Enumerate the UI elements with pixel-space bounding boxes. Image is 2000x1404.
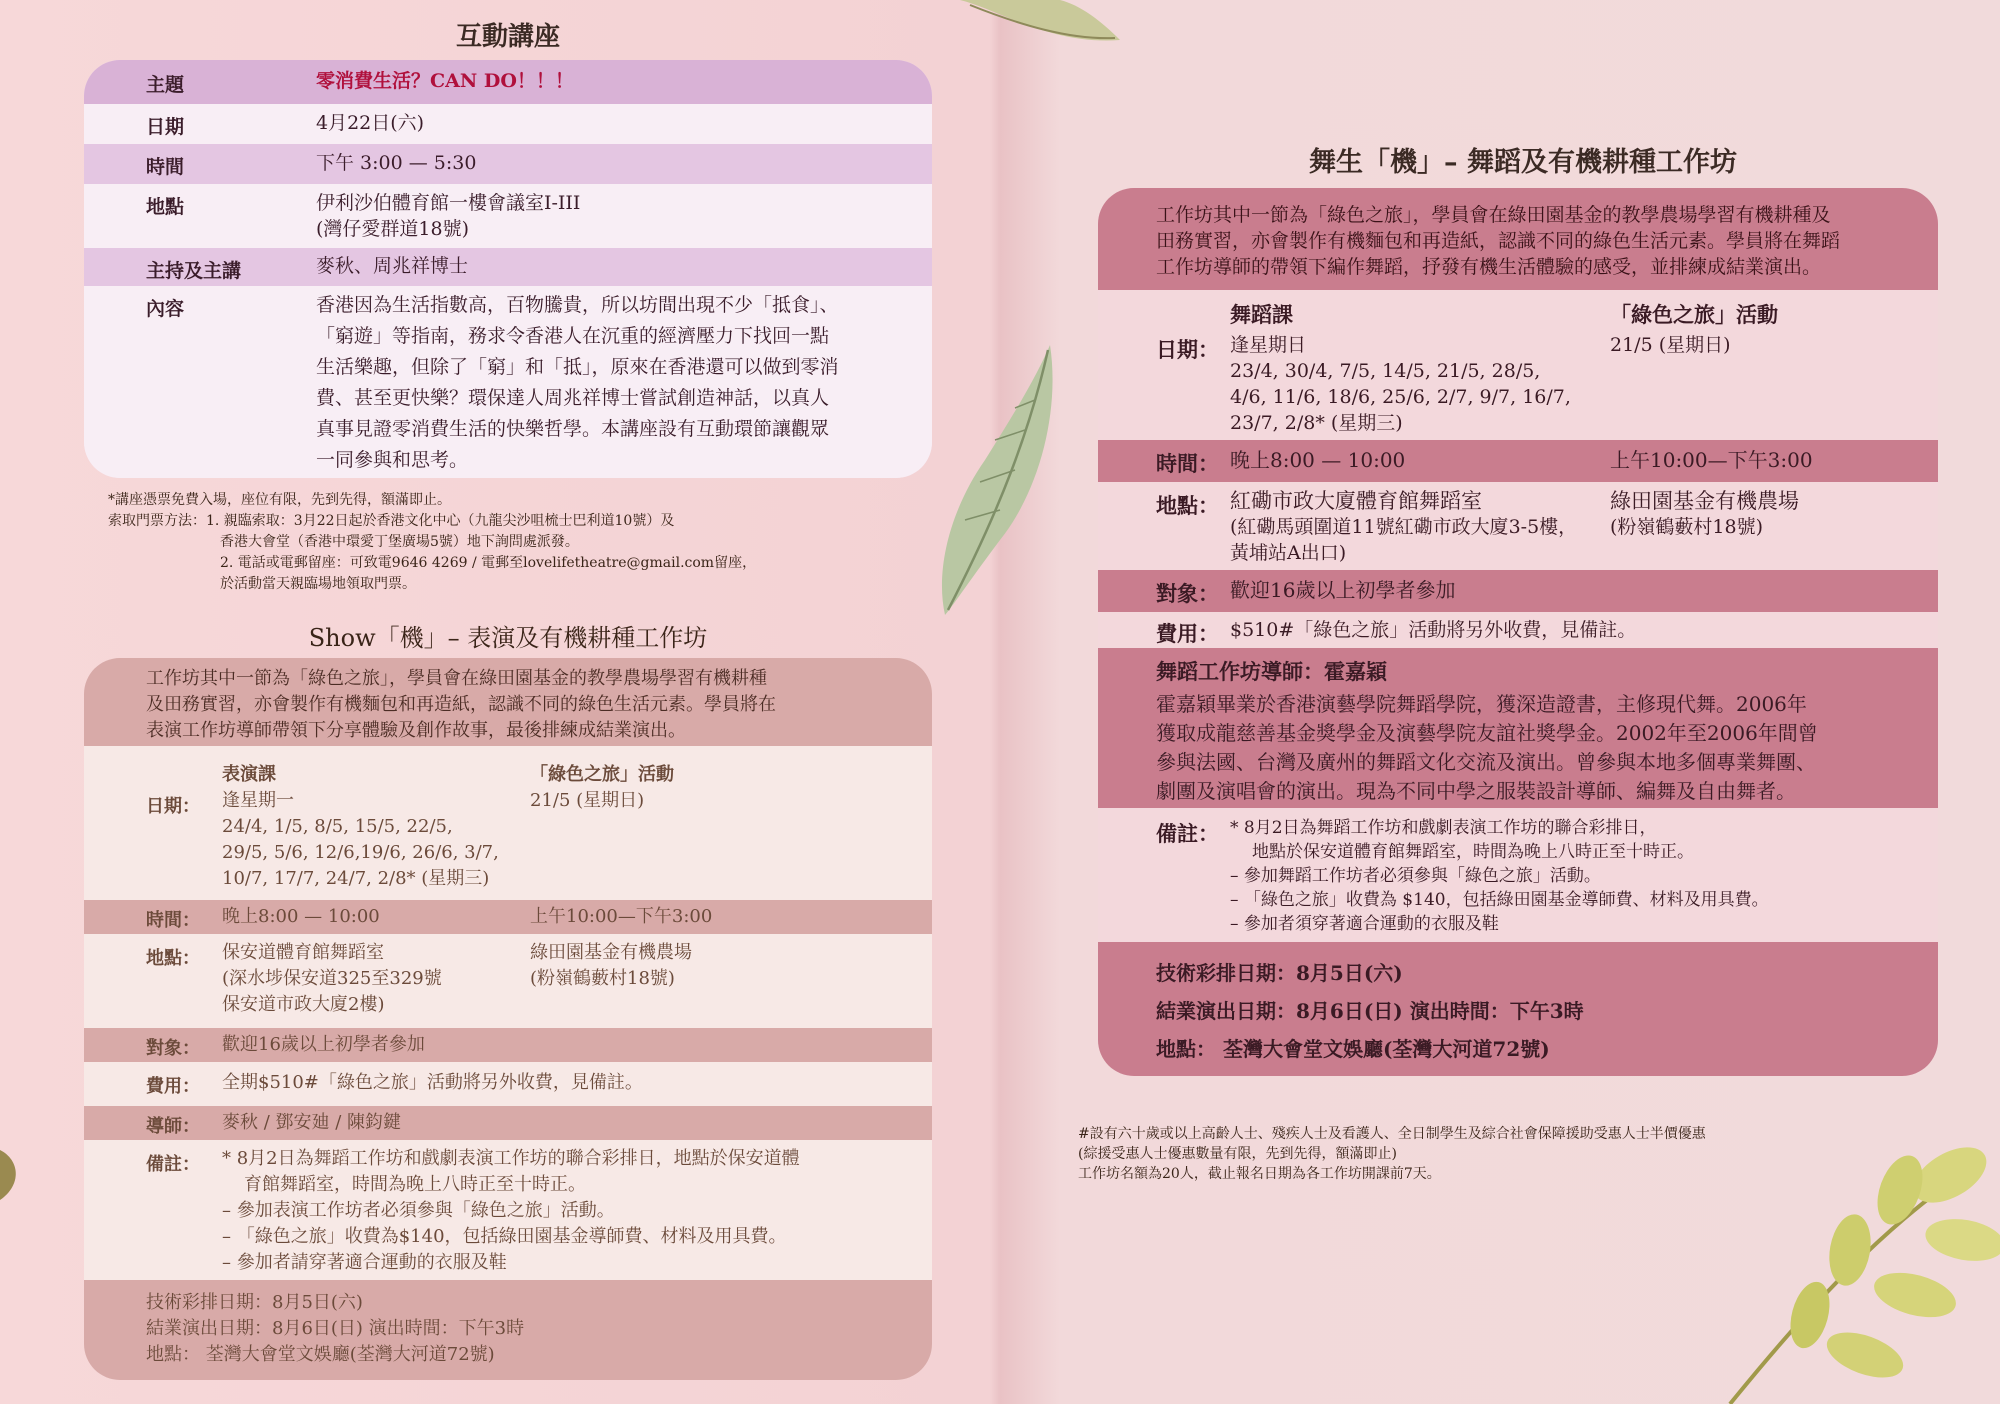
lecture-row-host — [84, 248, 932, 286]
leaf-top-icon — [960, 0, 1130, 70]
ticket-method-4: 於活動當天親臨場地領取門票。 — [220, 576, 416, 592]
lecture-row-content — [84, 286, 932, 478]
dance-target-label: 對象： — [1156, 581, 1219, 606]
show-venue-farm: 綠田園基金有機農場 — [530, 942, 692, 963]
show-fee: 全期$510#「綠色之旅」活動將另外收費，見備註。 — [222, 1072, 643, 1093]
show-remark: – 「綠色之旅」收費為$140，包括綠田園基金導師費、材料及用具費。 — [222, 1226, 787, 1247]
dance-target: 歡迎16歲以上初學者參加 — [1230, 578, 1456, 602]
dance-venue-farm-addr: (粉嶺鶴藪村18號) — [1610, 516, 1764, 538]
show-date-label: 日期： — [146, 796, 200, 817]
show-tutor-row — [84, 1106, 932, 1140]
show-venue-label: 地點： — [146, 948, 200, 969]
show-tutor-label: 導師： — [146, 1116, 200, 1137]
discount-limit-note: (綜援受惠人士優惠數量有限，先到先得，額滿即止) — [1078, 1146, 1397, 1162]
lecture-row-time — [84, 144, 932, 184]
content-line: 香港因為生活指數高，百物騰貴，所以坊間出現不少「抵食」、 — [316, 294, 839, 316]
show-time-col2: 上午10:00—下午3:00 — [530, 906, 713, 927]
dance-venue-farm: 綠田園基金有機農場 — [1610, 489, 1799, 513]
dance-date-line: 4/6, 11/6, 18/6, 25/6, 2/7, 9/7, 16/7, — [1230, 386, 1571, 408]
dance-rehearsal: 技術彩排日期：8月5日(六) — [1156, 961, 1403, 985]
show-fee-label: 費用： — [146, 1076, 200, 1097]
quota-note: 工作坊名額為20人，截止報名日期為各工作坊開課前7天。 — [1078, 1166, 1441, 1182]
host-value: 麥秋、周兆祥博士 — [316, 255, 469, 277]
show-remark: * 8月2日為舞蹈工作坊和戲劇表演工作坊的聯合彩排日，地點於保安道體 — [222, 1148, 800, 1169]
content-text — [316, 290, 839, 476]
date-label: 日期 — [146, 116, 185, 138]
show-remark-label: 備註： — [146, 1154, 200, 1175]
lecture-row-venue — [84, 184, 932, 248]
leaf-middle-icon — [930, 340, 1070, 620]
dance-remark: 地點於保安道體育館舞蹈室，時間為晚上八時正至十時正。 — [1252, 842, 1694, 862]
show-remarks-row — [84, 1140, 932, 1280]
show-remark: – 參加表演工作坊者必須參與「綠色之旅」活動。 — [222, 1200, 615, 1221]
lecture-notes — [108, 490, 928, 595]
show-remark: 育館舞蹈室，時間為晚上八時正至十時正。 — [244, 1174, 586, 1195]
show-tutor: 麥秋 / 鄧安廸 / 陳鈞鍵 — [222, 1112, 402, 1133]
dance-tutor-bio: 獲取成龍慈善基金獎學金及演藝學院友誼社獎學金。2002年至2006年間曾 — [1156, 721, 1818, 745]
dance-schedule — [1098, 290, 1938, 440]
dance-target-row — [1098, 570, 1938, 612]
show-date-line: 24/4, 1/5, 8/5, 15/5, 22/5, — [222, 816, 453, 837]
show-intro — [84, 658, 932, 746]
show-schedule — [84, 746, 932, 900]
show-venue-line: (深水埗保安道325至329號 — [222, 968, 442, 989]
show-performance: 結業演出日期：8月6日(日) 演出時間：下午3時 — [146, 1318, 525, 1339]
lecture-card — [84, 60, 932, 478]
dance-footer — [1098, 942, 1938, 1076]
dance-performance-venue: 地點： 荃灣大會堂文娛廳(荃灣大河道72號) — [1156, 1037, 1550, 1061]
content-line: 費、甚至更快樂？環保達人周兆祥博士嘗試創造神話，以真人 — [316, 387, 830, 409]
ticket-note: *講座憑票免費入場，座位有限，先到先得，額滿即止。 — [108, 492, 451, 508]
leaf-left-edge-icon — [0, 1150, 22, 1200]
show-intro-line: 及田務實習，亦會製作有機麵包和再造紙，認識不同的綠色生活元素。學員將在 — [146, 694, 776, 715]
dance-venue-line: 紅磡市政大廈體育館舞蹈室 — [1230, 489, 1482, 513]
dance-title: 舞生「機」– 舞蹈及有機耕種工作坊 — [1309, 147, 1737, 178]
content-label: 內容 — [146, 298, 185, 320]
content-line: 一同參與和思考。 — [316, 449, 469, 471]
dance-date-label: 日期： — [1156, 337, 1219, 362]
show-date-line: 10/7, 17/7, 24/7, 2/8* (星期三) — [222, 868, 490, 889]
time-label: 時間 — [146, 156, 185, 178]
dance-card — [1098, 188, 1938, 1076]
venue-label: 地點 — [146, 196, 185, 218]
show-col2-head: 「綠色之旅」活動 — [530, 764, 674, 785]
dance-venue-label: 地點： — [1156, 493, 1219, 518]
dance-fee-label: 費用： — [1156, 621, 1219, 646]
dance-intro — [1098, 188, 1938, 290]
content-line: 「窮遊」等指南，務求令香港人在沉重的經濟壓力下找回一點 — [316, 325, 830, 347]
ticket-method-3: 2. 電話或電郵留座：可致電9646 4269 / 電郵至lovelifetheatre@gmail.com留座， — [220, 555, 757, 571]
ticket-method-2: 香港大會堂（香港中環愛丁堡廣場5號）地下詢問處派發。 — [220, 534, 579, 550]
dance-remarks-row — [1098, 808, 1938, 942]
time-value: 下午 3:00 — 5:30 — [316, 152, 477, 174]
dance-tutor-heading: 舞蹈工作坊導師：霍嘉穎 — [1156, 659, 1387, 684]
venue-value: 伊利沙伯體育館一樓會議室I-III — [316, 192, 581, 214]
show-card — [84, 658, 932, 1380]
dance-fee: $510#「綠色之旅」活動將另外收費，見備註。 — [1230, 619, 1637, 641]
dance-col2-head: 「綠色之旅」活動 — [1610, 302, 1778, 327]
dance-tutor-bio: 霍嘉穎畢業於香港演藝學院舞蹈學院，獲深造證書，主修現代舞。2006年 — [1156, 692, 1807, 716]
dance-intro-line: 田務實習，亦會製作有機麵包和再造紙，認識不同的綠色生活元素。學員將在舞蹈 — [1156, 230, 1841, 252]
dance-time-col2: 上午10:00—下午3:00 — [1610, 448, 1813, 472]
show-time-label: 時間： — [146, 910, 200, 931]
lecture-title: 互動講座 — [455, 22, 560, 52]
dance-time-label: 時間： — [1156, 451, 1219, 476]
dance-fee-row — [1098, 612, 1938, 648]
dance-tutor-bio: 參與法國、台灣及廣州的舞蹈文化交流及演出。曾參與本地多個專業舞團、 — [1156, 750, 1816, 774]
dance-venue-row — [1098, 482, 1938, 570]
dance-date-line: 23/4, 30/4, 7/5, 14/5, 21/5, 28/5, — [1230, 360, 1541, 382]
show-remark: – 參加者請穿著適合運動的衣服及鞋 — [222, 1252, 507, 1273]
dance-remark-label: 備註： — [1156, 821, 1219, 846]
show-intro-line: 工作坊其中一節為「綠色之旅」，學員會在綠田園基金的教學農場學習有機耕種 — [146, 668, 767, 689]
dance-date-line: 23/7, 2/8* (星期三) — [1230, 412, 1403, 434]
show-date-col2: 21/5 (星期日) — [530, 790, 645, 811]
show-venue-row — [84, 934, 932, 1028]
show-venue-line: 保安道體育館舞蹈室 — [222, 942, 384, 963]
show-rehearsal: 技術彩排日期：8月5日(六) — [146, 1292, 363, 1313]
date-value: 4月22日(六) — [316, 112, 425, 134]
show-venue-line: 保安道市政大廈2樓) — [222, 994, 385, 1015]
ticket-method: 索取門票方法：1. 親臨索取：3月22日起於香港文化中心（九龍尖沙咀梳士巴利道10號）及 — [108, 513, 675, 529]
dance-time-row — [1098, 440, 1938, 482]
dance-col1-head: 舞蹈課 — [1230, 302, 1293, 327]
dance-remark: – 參加舞蹈工作坊者必須參與「綠色之旅」活動。 — [1230, 866, 1601, 886]
show-date-line: 29/5, 5/6, 12/6,19/6, 26/6, 3/7, — [222, 842, 499, 863]
dance-performance: 結業演出日期：8月6日(日) 演出時間：下午3時 — [1156, 999, 1584, 1023]
content-line: 生活樂趣，但除了「窮」和「抵」，原來在香港還可以做到零消 — [316, 356, 839, 378]
show-time-col1: 晚上8:00 — 10:00 — [222, 906, 380, 927]
lecture-row-date — [84, 104, 932, 144]
dance-date-line: 逢星期日 — [1230, 334, 1307, 356]
dance-remark: – 參加者須穿著適合運動的衣服及鞋 — [1230, 914, 1499, 934]
dance-intro-line: 工作坊導師的帶領下編作舞蹈，抒發有機生活體驗的感受，並排練成結業演出。 — [1156, 256, 1822, 278]
show-fee-row — [84, 1062, 932, 1106]
show-title: Show「機」– 表演及有機耕種工作坊 — [308, 624, 708, 652]
dance-tutor-section — [1098, 648, 1938, 808]
lecture-row-topic — [84, 60, 932, 104]
topic-label: 主題 — [146, 74, 185, 96]
host-label: 主持及主講 — [146, 260, 242, 282]
show-venue-farm-addr: (粉嶺鶴藪村18號) — [530, 968, 675, 989]
dance-time-col1: 晚上8:00 — 10:00 — [1230, 448, 1406, 472]
discount-note: #設有六十歲或以上高齡人士、殘疾人士及看護人、全日制學生及綜合社會保障援助受惠人士半價優惠 — [1078, 1126, 1706, 1142]
show-col1-head: 表演課 — [222, 764, 276, 785]
show-target: 歡迎16歲以上初學者參加 — [222, 1034, 425, 1055]
dance-remark: * 8月2日為舞蹈工作坊和戲劇表演工作坊的聯合彩排日， — [1230, 818, 1657, 838]
dance-tutor-bio: 劇團及演唱會的演出。現為不同中學之服裝設計導師、編舞及自由舞者。 — [1156, 779, 1796, 803]
venue-address: (灣仔愛群道18號) — [316, 218, 470, 240]
dance-remark: – 「綠色之旅」收費為 $140，包括綠田園基金導師費、材料及用具費。 — [1230, 890, 1769, 910]
show-time-row — [84, 900, 932, 934]
dance-date-col2: 21/5 (星期日) — [1610, 334, 1731, 356]
dance-venue-line: 黃埔站A出口) — [1230, 542, 1347, 564]
dance-venue-line: (紅磡馬頭圍道11號紅磡市政大廈3-5樓， — [1230, 516, 1578, 538]
content-line: 真事見證零消費生活的快樂哲學。本講座設有互動環節讓觀眾 — [316, 418, 830, 440]
show-target-row — [84, 1028, 932, 1062]
dance-footnotes — [1078, 1124, 1978, 1184]
show-target-label: 對象： — [146, 1038, 200, 1059]
show-performance-venue: 地點： 荃灣大會堂文娛廳(荃灣大河道72號) — [146, 1344, 495, 1365]
topic-value: 零消費生活？CAN DO！！！ — [316, 70, 574, 92]
show-intro-line: 表演工作坊導師帶領下分享體驗及創作故事，最後排練成結業演出。 — [146, 720, 686, 741]
show-footer — [84, 1280, 932, 1380]
show-date-line: 逢星期一 — [222, 790, 294, 811]
dance-intro-line: 工作坊其中一節為「綠色之旅」，學員會在綠田園基金的教學農場學習有機耕種及 — [1156, 204, 1831, 226]
